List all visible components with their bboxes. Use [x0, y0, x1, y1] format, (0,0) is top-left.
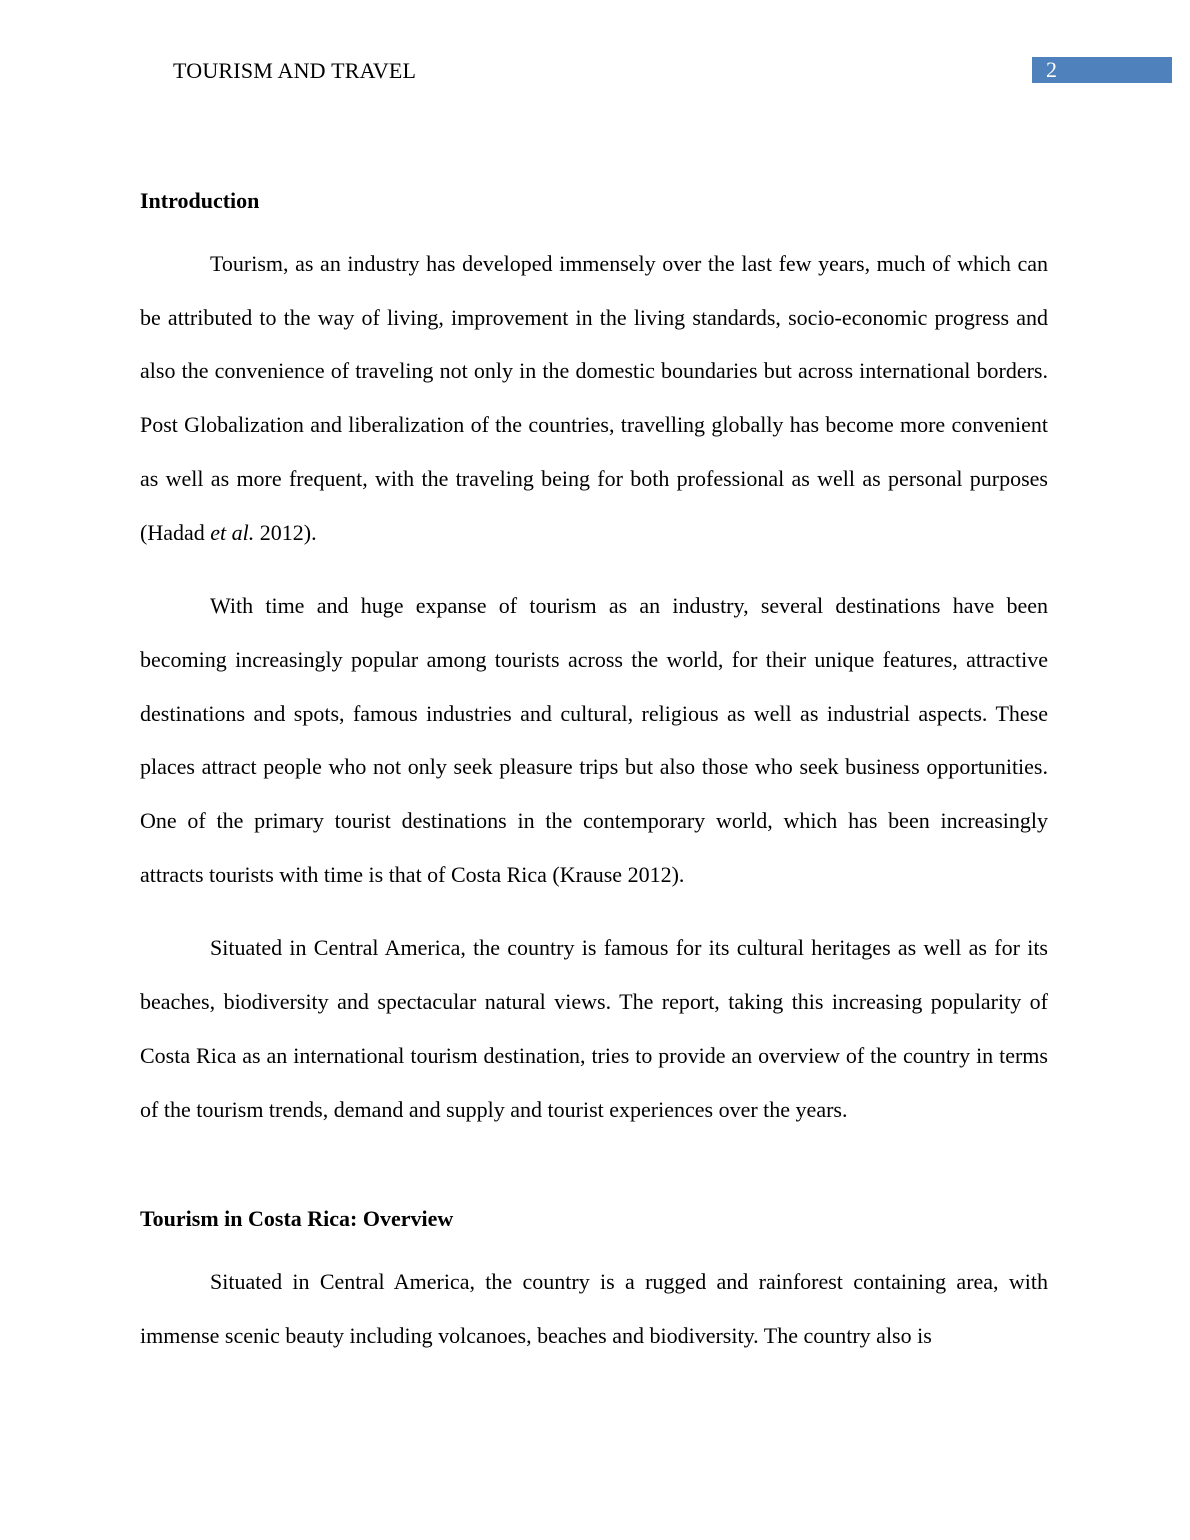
- paragraph-intro-3: Situated in Central America, the country is famous for its cultural heritages as well as for its beaches, biodiversity and spectacular natural views. The report, taking this increasing popularity of Costa Rica as an international tourism destination, tries to provide an overview of the country in terms of the tourism trends, demand and supply and tourist experiences over the years.: [140, 935, 1048, 1122]
- paragraph-intro-2: With time and huge expanse of tourism as an industry, several destinations have been becoming increasingly popular among tourists across the world, for their unique features, attractive destinations and spots, famous industries and cultural, religious as well as industrial aspects. These places attract people who not only seek pleasure trips but also those who seek business opportunities. One of the primary tourist destinations in the contemporary world, which has been increasingly attracts tourists with time is that of Costa Rica (Krause 2012).: [140, 593, 1048, 887]
- paragraph-text: 2012).: [254, 519, 317, 545]
- paragraph-text: Tourism, as an industry has developed immensely over the last few years, much of which can be attributed to the way of living, improvement in the living standards, socio-economic progress and also the convenience of traveling not only in the domestic boundaries but across international borders. Post Globalization and liberalization of the countries, travelling globally has become more convenient as well as more frequent, with the traveling being for both professional as well as personal purposes (Hadad: [140, 251, 1048, 545]
- section-heading-overview: Tourism in Costa Rica: Overview: [140, 1206, 454, 1232]
- document-body: [140, 184, 1048, 1383]
- citation-italic: et al.: [210, 519, 255, 545]
- page-number: 2: [1046, 57, 1057, 82]
- page-number-box: [1032, 57, 1172, 83]
- section-heading-introduction: Introduction: [140, 188, 260, 213]
- paragraph-intro-1: [140, 237, 1048, 559]
- paragraph-overview-1: Situated in Central America, the country is a rugged and rainforest containing area, with immense scenic beauty including volcanoes, beaches and biodiversity. The country also is: [140, 1269, 1048, 1348]
- running-header-title: TOURISM AND TRAVEL: [173, 58, 417, 83]
